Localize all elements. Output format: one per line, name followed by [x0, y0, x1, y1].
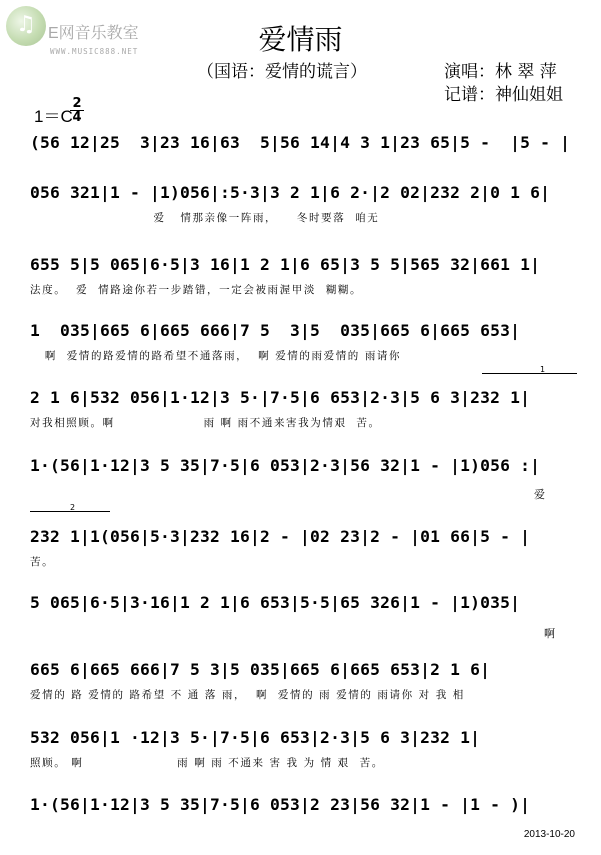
time-signature-top: 2: [70, 97, 84, 111]
notation-line: 1·(56|1·12|3 5 35|7·5|6 053|2·3|56 32|1 - |1)056 :|: [30, 456, 541, 475]
singer-credit: 演唱：林 翠 萍: [444, 62, 557, 82]
score-system: [30, 387, 580, 431]
lyric-line: 爱情的 路 爱情的 路希望 不 通 落 雨， 啊 爱情的 雨 爱情的 雨请你 对 我 相: [30, 689, 465, 701]
score-credit: 记谱：神仙姐姐: [444, 85, 563, 105]
song-subtitle: （国语：爱情的谎言）: [197, 62, 367, 82]
lyric-line: 照顾。 啊 雨 啊 雨 不通来 害 我 为 情 艰 苦。: [30, 757, 384, 769]
score-system: [30, 727, 580, 771]
volta-number: 2: [70, 503, 76, 512]
ending-lyric: 爱: [534, 488, 545, 501]
score-system: [30, 320, 580, 364]
score-system: [30, 182, 580, 226]
notation-line: 232 1|1(056|5·3|232 16|2 - |02 23|2 - |01 66|5 - |: [30, 527, 531, 546]
score-system: [30, 132, 580, 176]
lyric-line: 爱 情那亲像一阵雨， 冬时要落 咱无: [30, 212, 380, 224]
score-system: [30, 455, 580, 499]
song-title: 爱情雨: [258, 23, 343, 56]
volta-bracket: [482, 365, 577, 374]
ending-lyric: 啊: [544, 627, 555, 640]
score-date: 2013-10-20: [523, 829, 575, 840]
key-signature: 1＝C: [34, 107, 73, 126]
notation-line: 655 5|5 065|6·5|3 16|1 2 1|6 65|3 5 5|565 32|661 1|: [30, 255, 541, 274]
score-system: [30, 592, 580, 636]
notation-line: 2 1 6|532 056|1·12|3 5·|7·5|6 653|2·3|5 6 3|232 1|: [30, 388, 531, 407]
notation-line: 5 065|6·5|3·16|1 2 1|6 653|5·5|65 326|1 - |1)035|: [30, 593, 521, 612]
lyric-line: 啊 爱情的路爱情的路希望不通落雨， 啊 爱情的雨爱情的 雨请你: [30, 350, 402, 362]
logo-url: WWW.MUSIC888.NET: [50, 47, 139, 56]
time-signature-bottom: 4: [72, 110, 82, 125]
score-system: [30, 794, 580, 838]
volta-number: 1: [540, 365, 546, 374]
lyric-line: 对我相照顾。啊 雨 啊 雨不通来害我为情艰 苦。: [30, 417, 381, 429]
lyric-line: 法度。 爱 情路途你若一步踏错，一定会被雨渥甲淡 糊糊。: [30, 284, 363, 296]
score-system: [30, 659, 580, 703]
notation-line: 532 056|1 ·12|3 5·|7·5|6 653|2·3|5 6 3|232 1|: [30, 728, 481, 747]
notation-line: 056 321|1 - |1)056|:5·3|3 2 1|6 2·|2 02|232 2|0 1 6|: [30, 183, 551, 202]
score-system: [30, 254, 580, 298]
notation-line: 1 035|665 6|665 666|7 5 3|5 035|665 6|665 653|: [30, 321, 521, 340]
volta-bracket: [30, 503, 110, 512]
lyric-line: 苦。: [30, 556, 55, 568]
time-signature: [70, 97, 84, 124]
notation-line: 1·(56|1·12|3 5 35|7·5|6 053|2 23|56 32|1 - |1 - )|: [30, 795, 531, 814]
logo-text: E网音乐教室: [48, 25, 139, 42]
music-note-icon: ♫: [16, 12, 36, 37]
notation-line: (56 12|25 3|23 16|63 5|56 14|4 3 1|23 65|5 - |5 - |: [30, 133, 571, 152]
notation-line: 665 6|665 666|7 5 3|5 035|665 6|665 653|2 1 6|: [30, 660, 491, 679]
score-system: [30, 526, 580, 570]
